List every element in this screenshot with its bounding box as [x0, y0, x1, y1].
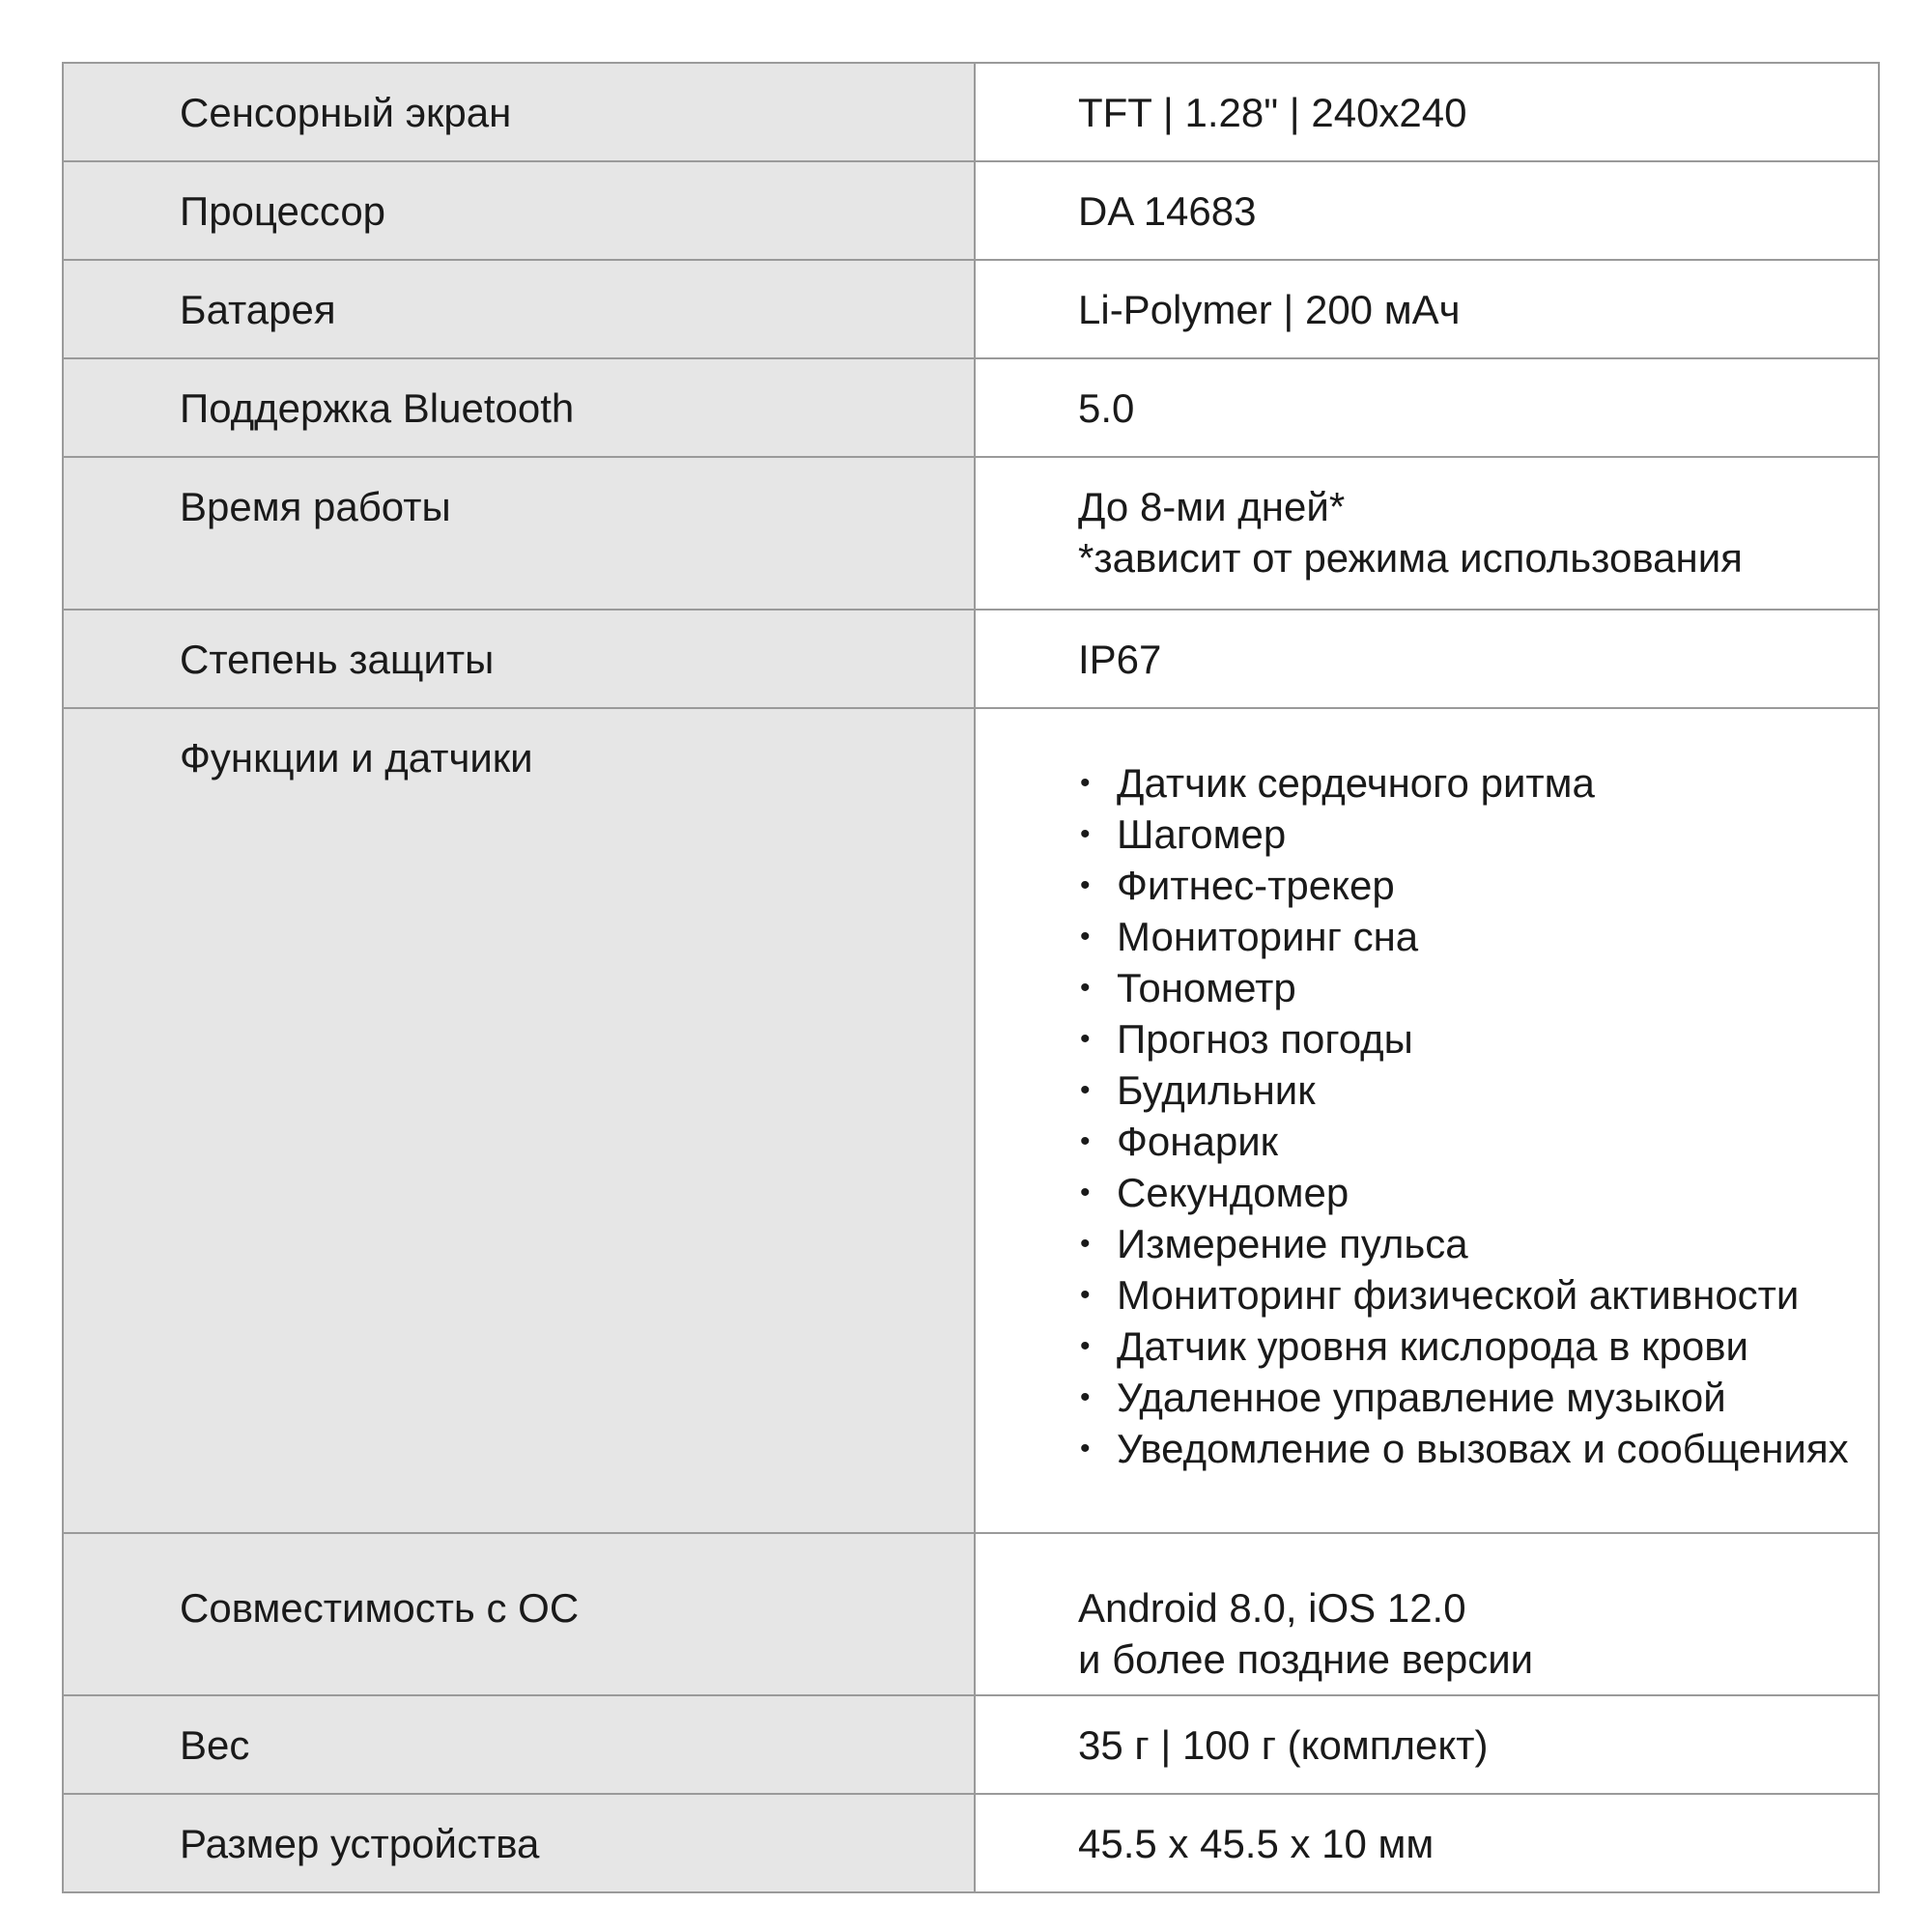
list-item: [1078, 962, 1878, 1013]
spec-row-os: [63, 1533, 1879, 1695]
spec-label-size: Размер устройства: [180, 1821, 540, 1866]
feature-text: Мониторинг физической активности: [1117, 1272, 1800, 1318]
spec-value-screen: TFT | 1.28" | 240x240: [1078, 90, 1467, 135]
spec-label-cell: [63, 260, 975, 358]
feature-text: Секундомер: [1117, 1170, 1350, 1215]
spec-label-cell: [63, 63, 975, 161]
spec-value-os-line1: Android 8.0, iOS 12.0: [1078, 1585, 1466, 1631]
spec-label-cell: [63, 708, 975, 1533]
spec-value-cell: [975, 63, 1879, 161]
feature-text: Удаленное управление музыкой: [1117, 1375, 1726, 1420]
feature-text: Уведомление о вызовах и сообщениях: [1117, 1426, 1849, 1471]
spec-value-cell: [975, 260, 1879, 358]
feature-text: Мониторинг сна: [1117, 914, 1419, 959]
spec-value-cell: [975, 457, 1879, 610]
bullet-icon: •: [1080, 921, 1091, 952]
spec-row-processor: [63, 161, 1879, 260]
spec-row-features: [63, 708, 1879, 1533]
list-item: [1078, 860, 1878, 911]
feature-text: Фитнес-трекер: [1117, 863, 1395, 908]
bullet-icon: •: [1080, 1228, 1091, 1260]
spec-row-weight: [63, 1695, 1879, 1794]
spec-value-cell: [975, 161, 1879, 260]
bullet-icon: •: [1080, 1381, 1091, 1413]
bullet-icon: •: [1080, 972, 1091, 1004]
spec-label-protection: Степень защиты: [180, 637, 495, 682]
bullet-icon: •: [1080, 1125, 1091, 1157]
spec-label-weight: Вес: [180, 1722, 250, 1768]
spec-row-bluetooth: [63, 358, 1879, 457]
spec-label-bluetooth: Поддержка Bluetooth: [180, 385, 575, 431]
feature-text: Фонарик: [1117, 1119, 1279, 1164]
spec-label-screen: Сенсорный экран: [180, 90, 512, 135]
spec-label-battery: Батарея: [180, 287, 336, 332]
bullet-icon: •: [1080, 869, 1091, 901]
spec-label-cell: [63, 1695, 975, 1794]
feature-text: Датчик уровня кислорода в крови: [1117, 1323, 1749, 1369]
feature-text: Измерение пульса: [1117, 1221, 1468, 1266]
spec-label-cell: [63, 457, 975, 610]
spec-value-runtime: [1078, 458, 1878, 583]
list-item: [1078, 1013, 1878, 1065]
spec-value-protection: IP67: [1078, 637, 1162, 682]
bullet-icon: •: [1080, 1279, 1091, 1311]
spec-label-os: Совместимость с ОС: [180, 1585, 580, 1631]
bullet-icon: •: [1080, 1330, 1091, 1362]
list-item: [1078, 757, 1878, 809]
spec-row-screen: [63, 63, 1879, 161]
spec-value-weight: 35 г | 100 г (комплект): [1078, 1722, 1489, 1768]
feature-text: Датчик сердечного ритма: [1117, 760, 1595, 806]
bullet-icon: •: [1080, 1023, 1091, 1055]
feature-text: Прогноз погоды: [1117, 1016, 1413, 1062]
spec-value-runtime-line2: *зависит от режима использования: [1078, 535, 1743, 581]
bullet-icon: •: [1080, 1177, 1091, 1208]
list-item: [1078, 1372, 1878, 1423]
spec-value-cell: [975, 358, 1879, 457]
list-item: [1078, 911, 1878, 962]
spec-label-cell: [63, 610, 975, 708]
spec-label-features: Функции и датчики: [180, 735, 533, 781]
list-item: [1078, 809, 1878, 860]
list-item: [1078, 1065, 1878, 1116]
spec-row-protection: [63, 610, 1879, 708]
bullet-icon: •: [1080, 818, 1091, 850]
spec-value-cell: [975, 708, 1879, 1533]
spec-label-cell: [63, 358, 975, 457]
spec-value-os: [1078, 1534, 1878, 1685]
spec-label-runtime: Время работы: [180, 484, 451, 529]
spec-value-cell: [975, 1533, 1879, 1695]
feature-text: Шагомер: [1117, 811, 1287, 857]
spec-value-battery: Li-Polymer | 200 мАч: [1078, 287, 1461, 332]
spec-value-os-line2: и более поздние версии: [1078, 1636, 1534, 1682]
list-item: [1078, 1167, 1878, 1218]
list-item: [1078, 1116, 1878, 1167]
spec-table: [62, 62, 1880, 1893]
spec-label-cell: [63, 161, 975, 260]
list-item: [1078, 1321, 1878, 1372]
list-item: [1078, 1269, 1878, 1321]
spec-label-processor: Процессор: [180, 188, 386, 234]
spec-value-processor: DA 14683: [1078, 188, 1257, 234]
spec-row-size: [63, 1794, 1879, 1892]
bullet-icon: •: [1080, 767, 1091, 799]
spec-value-cell: [975, 1794, 1879, 1892]
spec-value-runtime-line1: До 8-ми дней*: [1078, 484, 1346, 529]
spec-label-cell: [63, 1533, 975, 1695]
feature-text: Тонометр: [1117, 965, 1296, 1010]
spec-value-bluetooth: 5.0: [1078, 385, 1135, 431]
spec-value-size: 45.5 x 45.5 x 10 мм: [1078, 1821, 1435, 1866]
spec-value-cell: [975, 1695, 1879, 1794]
list-item: [1078, 1218, 1878, 1269]
bullet-icon: •: [1080, 1074, 1091, 1106]
spec-row-battery: [63, 260, 1879, 358]
spec-label-cell: [63, 1794, 975, 1892]
spec-value-cell: [975, 610, 1879, 708]
features-list: [1078, 709, 1878, 1474]
bullet-icon: •: [1080, 1433, 1091, 1464]
feature-text: Будильник: [1117, 1067, 1316, 1113]
spec-row-runtime: [63, 457, 1879, 610]
list-item: [1078, 1423, 1878, 1474]
